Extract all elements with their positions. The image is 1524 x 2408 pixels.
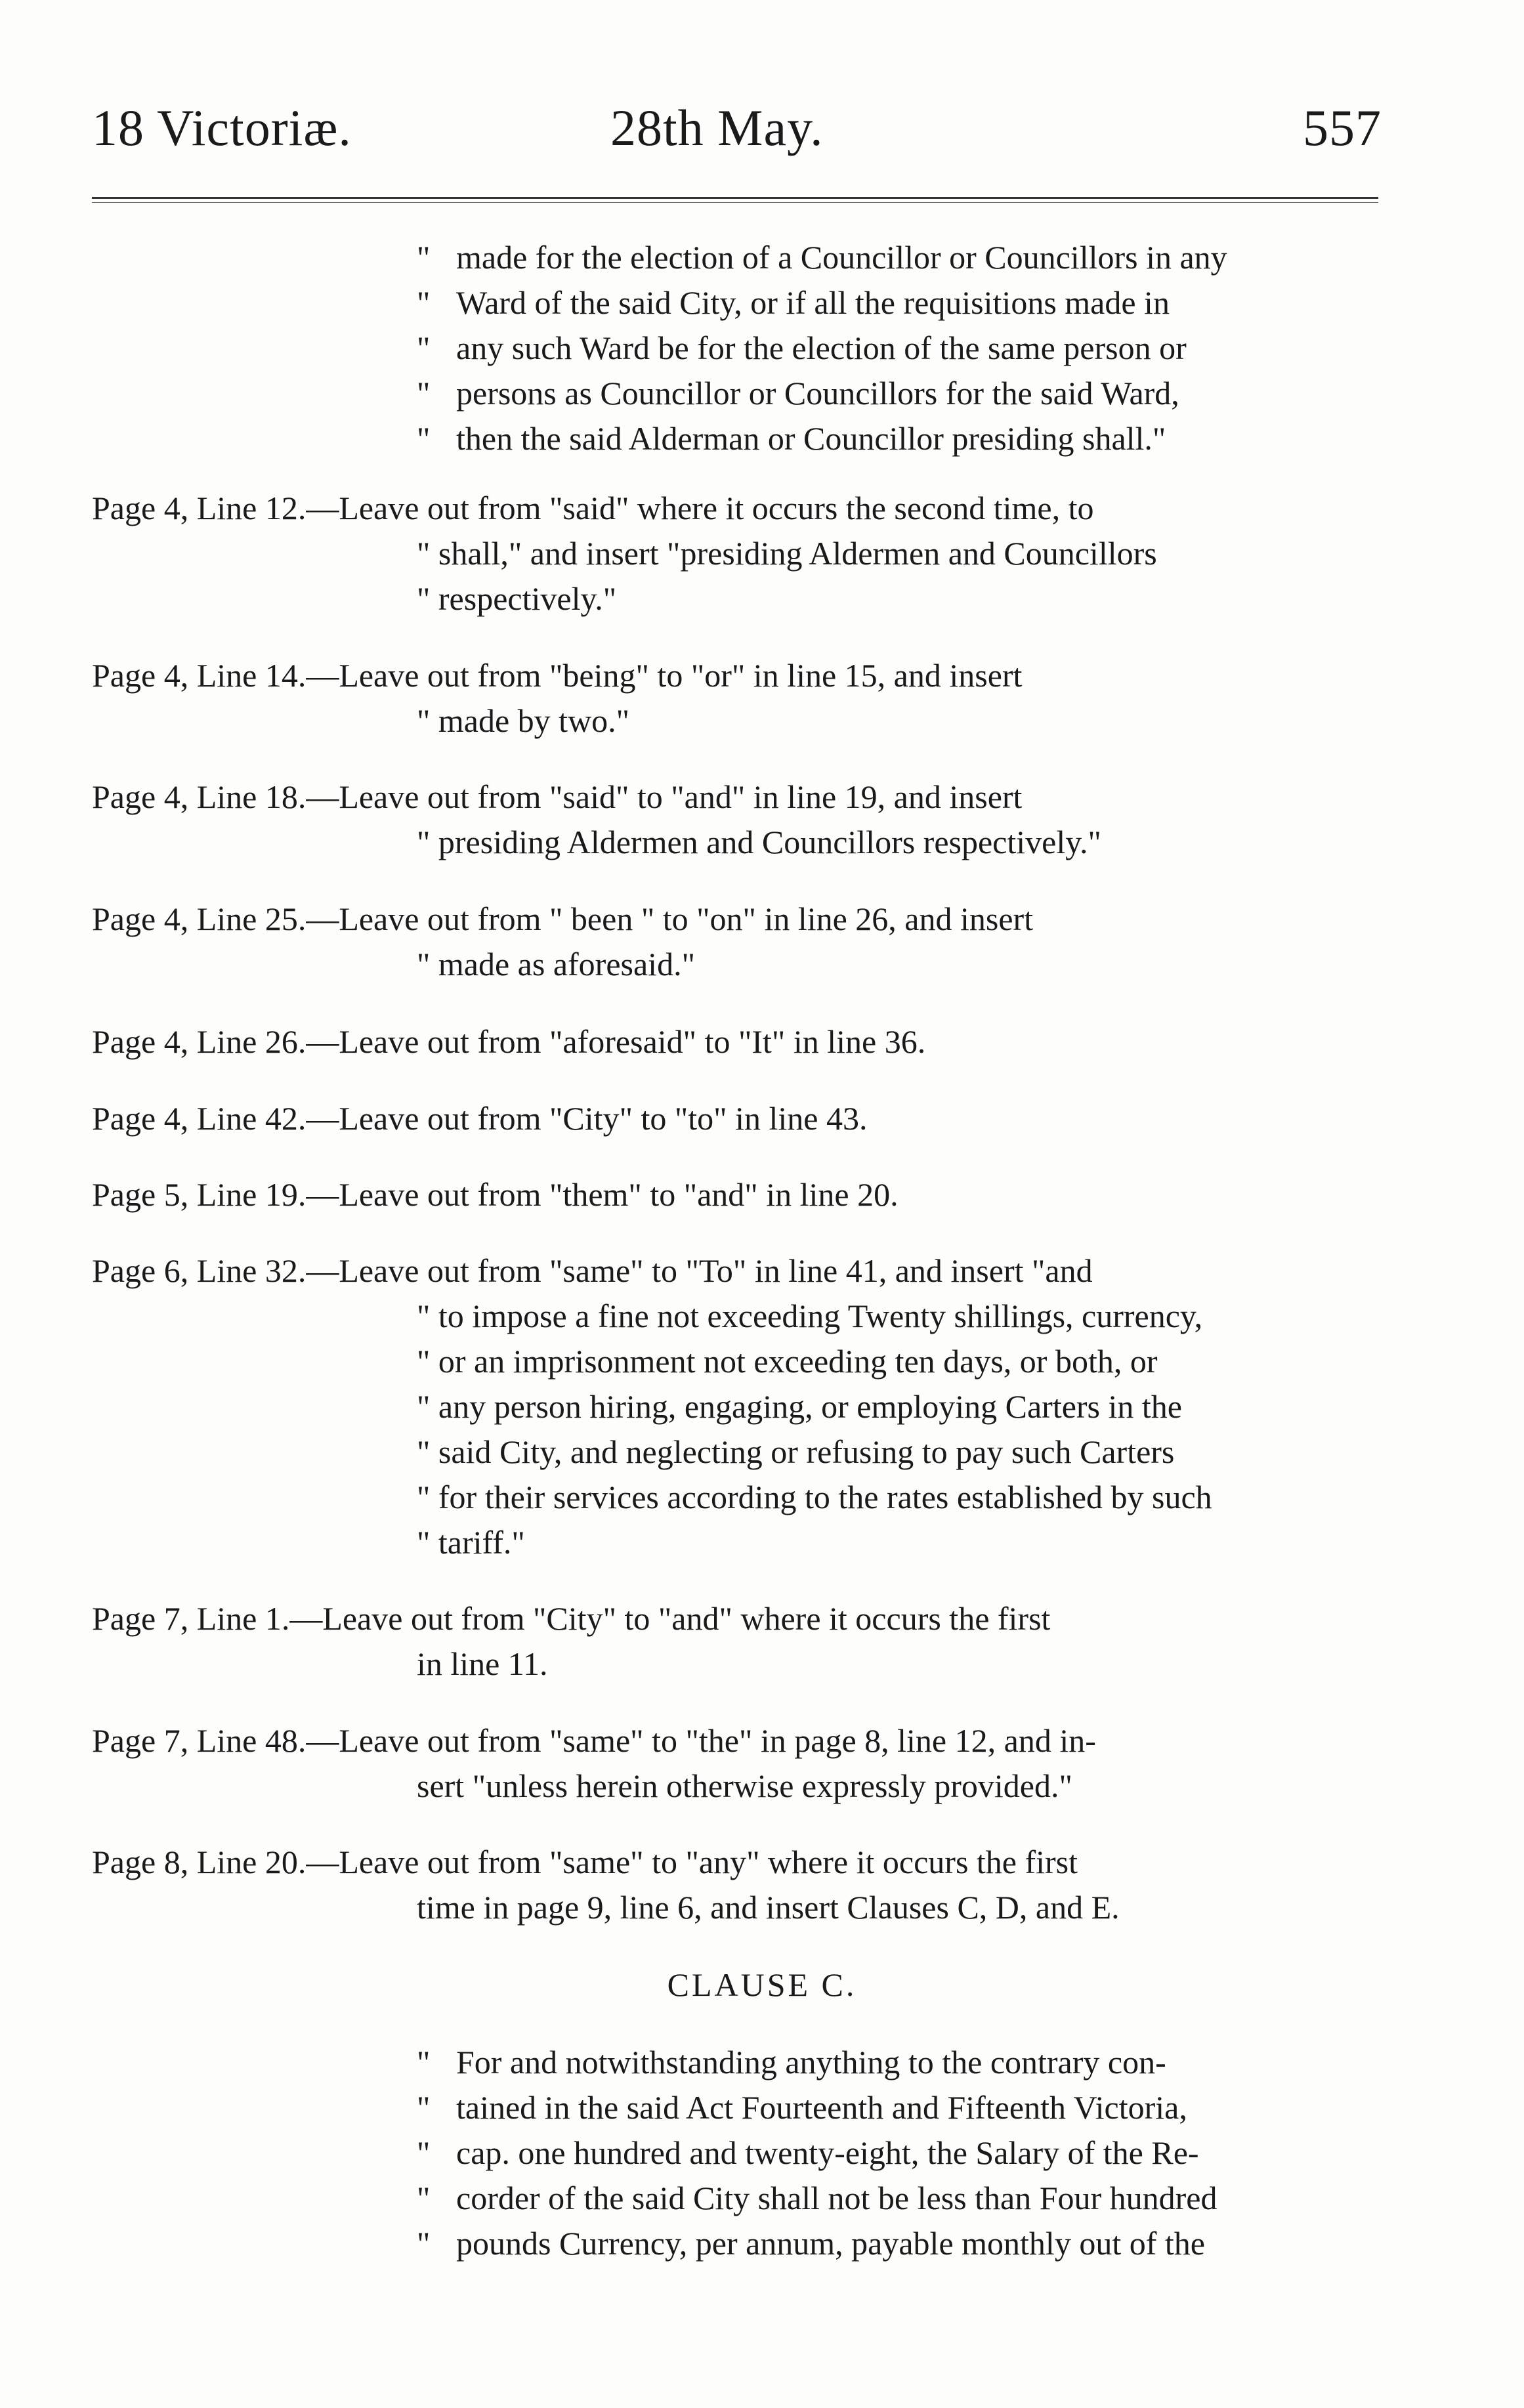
text-line: " made as aforesaid." [417,946,695,982]
text-line: " for their services according to the rates established by such [417,1479,1212,1515]
header-page-number: 557 [1303,99,1382,156]
text-line: time in page 9, line 6, and insert Clauses C, D, and E. [417,1889,1120,1926]
text-line: " made by two." [417,702,630,739]
amendment-entry: Page 4, Line 25.—Leave out from " been " to "on" in line 26, and insert [92,900,1034,937]
text-line: " persons as Councillor or Councillors for the said Ward, [417,375,1179,412]
amendment-entry: Page 4, Line 42.—Leave out from "City" to "to" in line 43. [92,1100,868,1137]
text-line: " Ward of the said City, or if all the requisitions made in [417,284,1170,321]
text-line: " corder of the said City shall not be less than Four hundred [417,2180,1217,2216]
amendment-entry: Page 4, Line 18.—Leave out from "said" to "and" in line 19, and insert [92,778,1023,815]
header-date: 28th May. [610,99,824,156]
text-line: sert "unless herein otherwise expressly provided." [417,1767,1072,1804]
header-rule-thin [92,202,1378,203]
amendment-entry: Page 5, Line 19.—Leave out from "them" to "and" in line 20. [92,1176,899,1213]
header-regnal-year: 18 Victoriæ. [92,99,352,156]
text-line: " tariff." [417,1524,525,1561]
text-line: " any person hiring, engaging, or employing Carters in the [417,1388,1182,1425]
text-line: in line 11. [417,1645,548,1682]
text-line: " tained in the said Act Fourteenth and Fifteenth Victoria, [417,2089,1187,2126]
text-line: " any such Ward be for the election of the same person or [417,329,1187,366]
text-line: " said City, and neglecting or refusing to pay such Carters [417,1433,1175,1470]
text-line: " pounds Currency, per annum, payable monthly out of the [417,2225,1205,2262]
amendment-entry: Page 4, Line 12.—Leave out from "said" where it occurs the second time, to [92,490,1094,526]
text-line: " presiding Aldermen and Councillors respectively." [417,824,1101,860]
text-line: " respectively." [417,580,617,617]
header-rule [92,197,1378,199]
amendment-entry: Page 7, Line 1.—Leave out from "City" to "and" where it occurs the first [92,1600,1051,1637]
amendment-entry: Page 8, Line 20.—Leave out from "same" to "any" where it occurs the first [92,1844,1078,1880]
text-line: " cap. one hundred and twenty-eight, the Salary of the Re- [417,2134,1199,2171]
amendment-entry: Page 4, Line 14.—Leave out from "being" to "or" in line 15, and insert [92,657,1023,694]
text-line: " to impose a fine not exceeding Twenty shillings, currency, [417,1298,1203,1334]
text-line: " then the said Alderman or Councillor presiding shall." [417,420,1166,457]
text-line: " made for the election of a Councillor or Councillors in any [417,239,1227,276]
text-line: " shall," and insert "presiding Aldermen and Councillors [417,535,1157,572]
amendment-entry: Page 7, Line 48.—Leave out from "same" to "the" in page 8, line 12, and in- [92,1722,1096,1759]
text-line: " For and notwithstanding anything to the contrary con- [417,2044,1166,2081]
clause-heading: CLAUSE C. [667,1966,857,2003]
text-line: " or an imprisonment not exceeding ten days, or both, or [417,1343,1158,1380]
running-header [92,92,1382,164]
amendment-entry: Page 6, Line 32.—Leave out from "same" to "To" in line 41, and insert "and [92,1252,1093,1289]
amendment-entry: Page 4, Line 26.—Leave out from "aforesaid" to "It" in line 36. [92,1023,926,1060]
